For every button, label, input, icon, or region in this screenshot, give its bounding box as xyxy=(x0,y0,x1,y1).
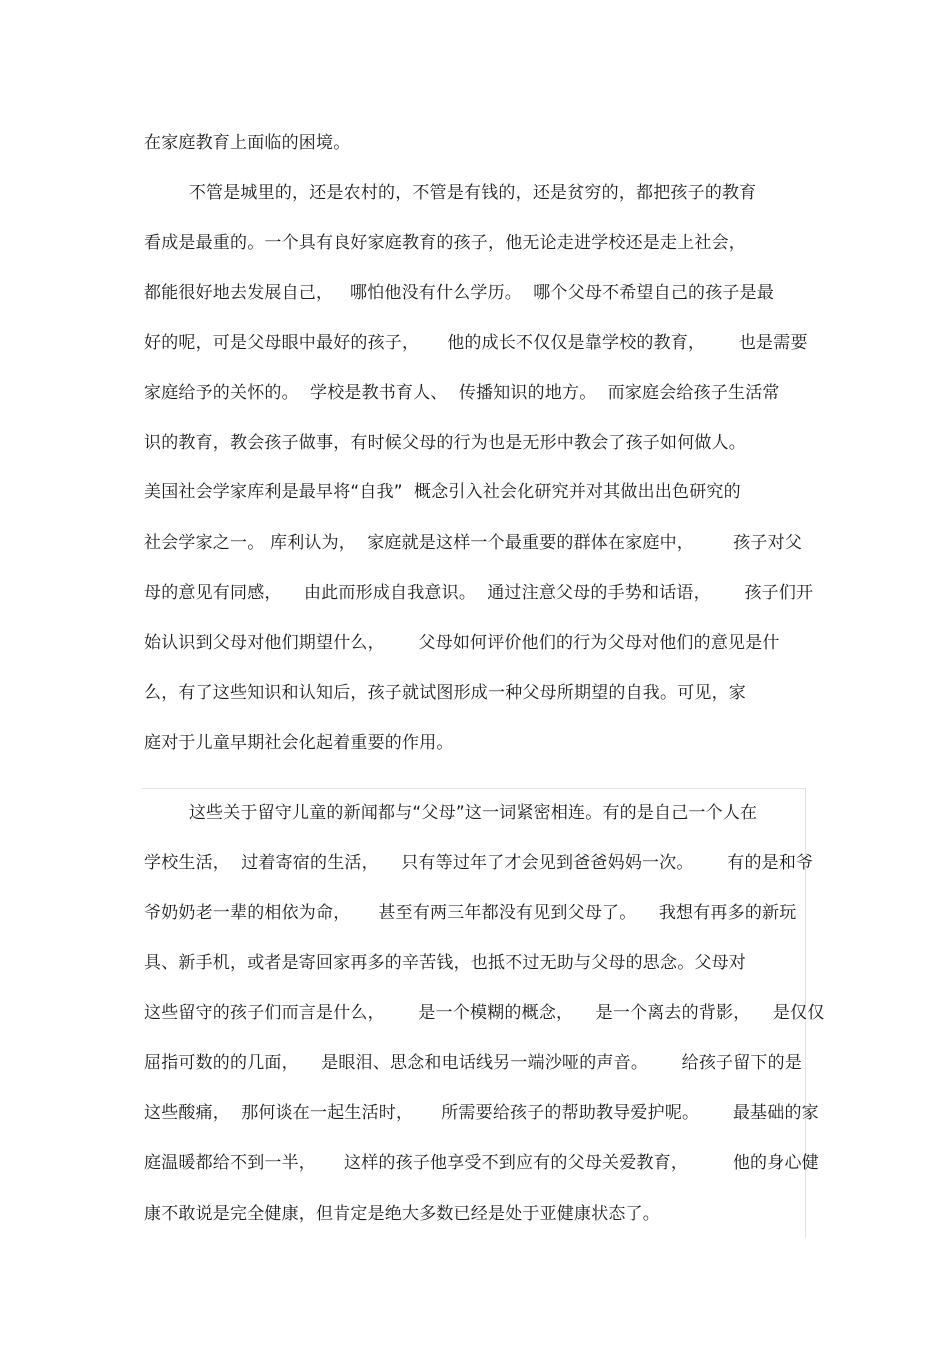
paragraph-line: 母的意见有同感， 由此而形成自我意识。 通过注意父母的手势和话语， 孩子们开 xyxy=(144,583,814,603)
paragraph-line: 这些留守的孩子们而言是什么， 是一个模糊的概念， 是一个离去的背影， 是仅仅 xyxy=(144,1003,825,1023)
paragraph-line: 康不敢说是完全健康，但肯定是绝大多数已经是处于亚健康状态了。 xyxy=(144,1204,660,1224)
paragraph-line: 不管是城里的，还是农村的，不管是有钱的，还是贫穷的，都把孩子的教育 xyxy=(144,183,757,203)
paragraph-line: 屈指可数的的几面， 是眼泪、思念和电话线另一端沙哑的声音。 给孩子留下的是 xyxy=(144,1053,803,1073)
paragraph-line: 看成是最重的。一个具有良好家庭教育的孩子，他无论走进学校还是走上社会， xyxy=(144,233,746,253)
paragraph-line: 具、新手机，或者是寄回家再多的辛苦钱，也抵不过无助与父母的思念。父母对 xyxy=(144,953,746,973)
paragraph-line: 好的呢，可是父母眼中最好的孩子， 他的成长不仅仅是靠学校的教育， 也是需要 xyxy=(144,333,808,353)
paragraph-line: 么，有了这些知识和认知后，孩子就试图形成一种父母所期望的自我。可见，家 xyxy=(144,683,746,703)
paragraph-line: 学校生活， 过着寄宿的生活， 只有等过年了才会见到爸爸妈妈一次。 有的是和爷 xyxy=(144,853,814,873)
paragraph-line: 家庭给予的关怀的。 学校是教书育人、 传播知识的地方。 而家庭会给孩子生活常 xyxy=(144,383,780,403)
paragraph-line: 这些关于留守儿童的新闻都与“父母”这一词紧密相连。有的是自己一个人在 xyxy=(144,803,758,823)
paragraph-line: 这些酸痛， 那何谈在一起生活时， 所需要给孩子的帮助教导爱护呢。 最基础的家 xyxy=(144,1103,819,1123)
paragraph-line: 爷奶奶老一辈的相依为命， 甚至有两三年都没有见到父母了。 我想有再多的新玩 xyxy=(144,903,797,923)
paragraph-line: 始认识到父母对他们期望什么， 父母如何评价他们的行为父母对他们的意见是什 xyxy=(144,633,780,653)
paragraph-line: 美国社会学家库利是最早将“自我” 概念引入社会化研究并对其做出出色研究的 xyxy=(144,482,741,502)
paragraph-line: 在家庭教育上面临的困境。 xyxy=(144,133,351,153)
paragraph-line: 庭温暖都给不到一半， 这样的孩子他享受不到应有的父母关爱教育， 他的身心健 xyxy=(144,1153,819,1173)
paragraph-line: 都能很好地去发展自己， 哪怕他没有什么学历。 哪个父母不希望自己的孩子是最 xyxy=(144,283,775,303)
paragraph-line: 识的教育，教会孩子做事，有时候父母的行为也是无形中教会了孩子如何做人。 xyxy=(144,433,746,453)
paragraph-line: 社会学家之一。 库利认为， 家庭就是这样一个最重要的群体在家庭中， 孩子对父 xyxy=(144,533,803,553)
paragraph-line: 庭对于儿童早期社会化起着重要的作用。 xyxy=(144,733,454,753)
